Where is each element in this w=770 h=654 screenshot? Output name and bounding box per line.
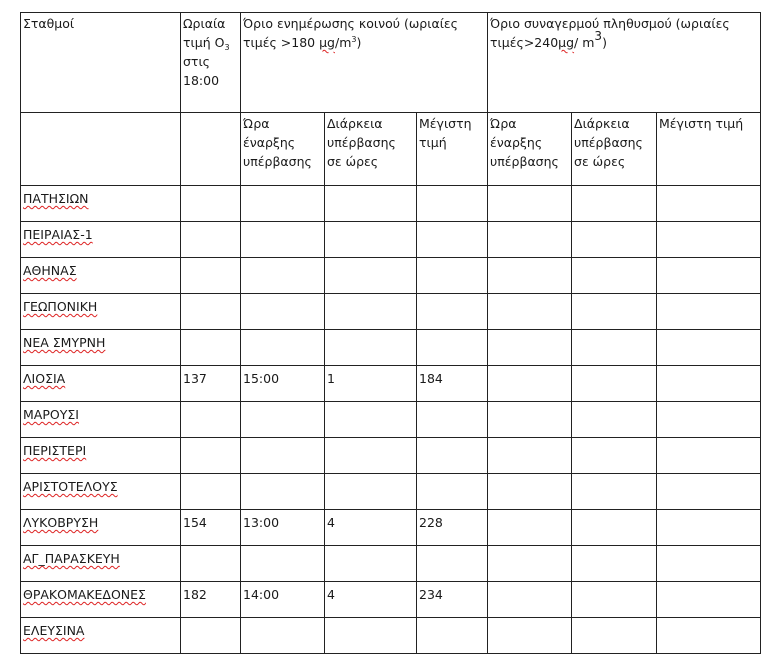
table-row bbox=[21, 510, 761, 546]
start-time-cell bbox=[241, 222, 325, 258]
subheader-start-time: Ώρα έναρξης υπέρβασης bbox=[241, 113, 325, 186]
start-time-cell: 13:00 bbox=[241, 510, 325, 546]
alarm-max-cell bbox=[657, 366, 761, 402]
ozone-stations-table bbox=[20, 12, 761, 654]
alarm-start-cell bbox=[488, 474, 572, 510]
alarm-max-cell bbox=[657, 546, 761, 582]
alarm-start-cell bbox=[488, 222, 572, 258]
station-name-cell: ΘΡΑΚΟΜΑΚΕΔΟΝΕΣ bbox=[21, 582, 181, 618]
station-name-cell: ΑΘΗΝΑΣ bbox=[21, 258, 181, 294]
alarm-max-cell bbox=[657, 258, 761, 294]
table-row bbox=[21, 474, 761, 510]
hourly-o3-cell bbox=[181, 618, 241, 654]
duration-cell bbox=[325, 618, 417, 654]
table-row bbox=[21, 546, 761, 582]
max-value-cell: 184 bbox=[417, 366, 488, 402]
station-name-cell: ΝΕΑ ΣΜΥΡΝΗ bbox=[21, 330, 181, 366]
station-name-cell: ΜΑΡΟΥΣΙ bbox=[21, 402, 181, 438]
max-value-cell bbox=[417, 330, 488, 366]
alarm-duration-cell bbox=[572, 474, 657, 510]
table-row bbox=[21, 330, 761, 366]
max-value-cell bbox=[417, 618, 488, 654]
alarm-start-cell bbox=[488, 618, 572, 654]
table-row bbox=[21, 582, 761, 618]
hourly-o3-cell bbox=[181, 438, 241, 474]
header-row bbox=[21, 13, 761, 113]
duration-cell bbox=[325, 546, 417, 582]
max-value-cell bbox=[417, 222, 488, 258]
hourly-o3-cell bbox=[181, 546, 241, 582]
duration-cell bbox=[325, 330, 417, 366]
table-row bbox=[21, 222, 761, 258]
duration-cell bbox=[325, 402, 417, 438]
duration-cell bbox=[325, 294, 417, 330]
alarm-max-cell bbox=[657, 582, 761, 618]
header-alarm-threshold: Όριο συναγερμού πληθυσμού (ωριαίες τιμές>240μg/ $m^3$) bbox=[488, 13, 761, 113]
max-value-cell bbox=[417, 294, 488, 330]
start-time-cell bbox=[241, 474, 325, 510]
start-time-cell bbox=[241, 258, 325, 294]
start-time-cell bbox=[241, 330, 325, 366]
alarm-start-cell bbox=[488, 402, 572, 438]
station-name-cell: ΕΛΕΥΣΙΝΑ bbox=[21, 618, 181, 654]
subheader-alarm-start-time: Ώρα έναρξης υπέρβασης bbox=[488, 113, 572, 186]
duration-cell: 4 bbox=[325, 510, 417, 546]
start-time-cell: 15:00 bbox=[241, 366, 325, 402]
station-name-cell: ΛΙΟΣΙΑ bbox=[21, 366, 181, 402]
duration-cell bbox=[325, 222, 417, 258]
alarm-duration-cell bbox=[572, 510, 657, 546]
alarm-max-cell bbox=[657, 222, 761, 258]
alarm-duration-cell bbox=[572, 438, 657, 474]
table-row bbox=[21, 258, 761, 294]
max-value-cell: 228 bbox=[417, 510, 488, 546]
alarm-duration-cell bbox=[572, 222, 657, 258]
duration-cell bbox=[325, 258, 417, 294]
max-value-cell: 234 bbox=[417, 582, 488, 618]
alarm-max-cell bbox=[657, 618, 761, 654]
start-time-cell bbox=[241, 402, 325, 438]
hourly-o3-cell bbox=[181, 186, 241, 222]
duration-cell bbox=[325, 474, 417, 510]
alarm-duration-cell bbox=[572, 330, 657, 366]
station-name-cell: ΓΕΩΠΟΝΙΚΗ bbox=[21, 294, 181, 330]
header-stations: Σταθμοί bbox=[21, 13, 181, 113]
max-value-cell bbox=[417, 186, 488, 222]
station-name-cell: ΑΓ_ΠΑΡΑΣΚΕΥΗ bbox=[21, 546, 181, 582]
header-info-threshold: Όριο ενημέρωσης κοινού (ωριαίες τιμές >180 $\mu g/m^3$) bbox=[241, 13, 488, 113]
max-value-cell bbox=[417, 402, 488, 438]
alarm-duration-cell bbox=[572, 546, 657, 582]
station-name-cell: ΛΥΚΟΒΡΥΣΗ bbox=[21, 510, 181, 546]
subheader-empty bbox=[181, 113, 241, 186]
hourly-o3-cell: 137 bbox=[181, 366, 241, 402]
duration-cell bbox=[325, 438, 417, 474]
alarm-duration-cell bbox=[572, 366, 657, 402]
alarm-duration-cell bbox=[572, 258, 657, 294]
alarm-duration-cell bbox=[572, 402, 657, 438]
alarm-duration-cell bbox=[572, 294, 657, 330]
max-value-cell bbox=[417, 546, 488, 582]
alarm-start-cell bbox=[488, 258, 572, 294]
alarm-start-cell bbox=[488, 546, 572, 582]
duration-cell: 4 bbox=[325, 582, 417, 618]
alarm-start-cell bbox=[488, 510, 572, 546]
start-time-cell bbox=[241, 546, 325, 582]
subheader-alarm-max-value: Μέγιστη τιμή bbox=[657, 113, 761, 186]
hourly-o3-cell: 182 bbox=[181, 582, 241, 618]
alarm-max-cell bbox=[657, 186, 761, 222]
max-value-cell bbox=[417, 258, 488, 294]
duration-cell: 1 bbox=[325, 366, 417, 402]
hourly-o3-cell bbox=[181, 258, 241, 294]
max-value-cell bbox=[417, 438, 488, 474]
table-row bbox=[21, 366, 761, 402]
alarm-max-cell bbox=[657, 294, 761, 330]
start-time-cell bbox=[241, 618, 325, 654]
station-name-cell: ΠΑΤΗΣΙΩΝ bbox=[21, 186, 181, 222]
subheader-empty bbox=[21, 113, 181, 186]
header-hourly-o3: Ωριαία τιμή $O_3$ στις 18:00 bbox=[181, 13, 241, 113]
table-row bbox=[21, 402, 761, 438]
start-time-cell: 14:00 bbox=[241, 582, 325, 618]
table-row bbox=[21, 186, 761, 222]
duration-cell bbox=[325, 186, 417, 222]
alarm-max-cell bbox=[657, 330, 761, 366]
alarm-max-cell bbox=[657, 438, 761, 474]
alarm-start-cell bbox=[488, 294, 572, 330]
station-name-cell: ΠΕΙΡΑΙΑΣ-1 bbox=[21, 222, 181, 258]
alarm-max-cell bbox=[657, 510, 761, 546]
subheader-alarm-duration: Διάρκεια υπέρβασης σε ώρες bbox=[572, 113, 657, 186]
alarm-start-cell bbox=[488, 582, 572, 618]
alarm-max-cell bbox=[657, 474, 761, 510]
alarm-duration-cell bbox=[572, 618, 657, 654]
start-time-cell bbox=[241, 294, 325, 330]
hourly-o3-cell bbox=[181, 222, 241, 258]
alarm-duration-cell bbox=[572, 582, 657, 618]
start-time-cell bbox=[241, 438, 325, 474]
alarm-duration-cell bbox=[572, 186, 657, 222]
alarm-max-cell bbox=[657, 402, 761, 438]
station-name-cell: ΠΕΡΙΣΤΕΡΙ bbox=[21, 438, 181, 474]
hourly-o3-cell: 154 bbox=[181, 510, 241, 546]
hourly-o3-cell bbox=[181, 402, 241, 438]
subheader-duration: Διάρκεια υπέρβασης σε ώρες bbox=[325, 113, 417, 186]
station-name-cell: ΑΡΙΣΤΟΤΕΛΟΥΣ bbox=[21, 474, 181, 510]
subheader-row bbox=[21, 113, 761, 186]
table-row bbox=[21, 438, 761, 474]
alarm-start-cell bbox=[488, 186, 572, 222]
hourly-o3-cell bbox=[181, 474, 241, 510]
subheader-max-value: Μέγιστη τιμή bbox=[417, 113, 488, 186]
hourly-o3-cell bbox=[181, 294, 241, 330]
table-row bbox=[21, 294, 761, 330]
alarm-start-cell bbox=[488, 438, 572, 474]
max-value-cell bbox=[417, 474, 488, 510]
alarm-start-cell bbox=[488, 330, 572, 366]
table-row bbox=[21, 618, 761, 654]
hourly-o3-cell bbox=[181, 330, 241, 366]
start-time-cell bbox=[241, 186, 325, 222]
alarm-start-cell bbox=[488, 366, 572, 402]
